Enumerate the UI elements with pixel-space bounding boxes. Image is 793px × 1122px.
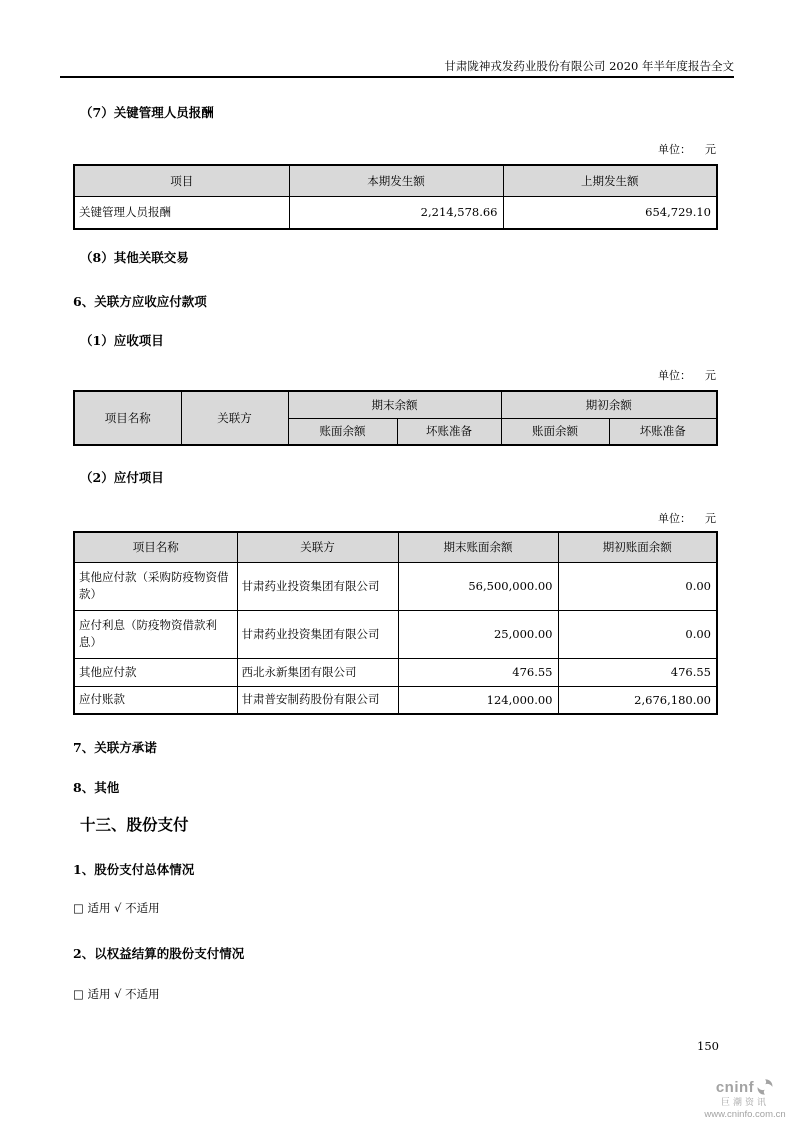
- table-row: [74, 686, 717, 714]
- heading-related-party-receivables-payables: 6、关联方应收应付款项: [73, 294, 207, 309]
- applicability-checkline-2: □ 适用 √ 不适用: [73, 987, 160, 1001]
- heading-other: 8、其他: [73, 780, 120, 795]
- column-header-bad-debt-beginning: 坏账准备: [609, 418, 717, 445]
- unit-label: 单位：: [658, 512, 691, 525]
- heading-key-management-compensation: （7）关键管理人员报酬: [80, 105, 214, 120]
- unit-currency: 元: [705, 143, 716, 156]
- unit-line-2: [73, 369, 716, 383]
- cell-related-party: 甘肃药业投资集团有限公司: [237, 562, 398, 610]
- cninfo-logo-row: [699, 1078, 791, 1096]
- unit-line-3: [73, 512, 716, 526]
- cell-beginning-balance: 0.00: [558, 610, 717, 658]
- applicability-checkline-1: □ 适用 √ 不适用: [73, 901, 160, 915]
- cell-related-party: 甘肃药业投资集团有限公司: [237, 610, 398, 658]
- compensation-table: [73, 164, 718, 230]
- cell-ending-balance: 124,000.00: [398, 686, 558, 714]
- cell-beginning-balance: 0.00: [558, 562, 717, 610]
- heading-receivable-items: （1）应收项目: [80, 333, 164, 348]
- table-header-row: [74, 165, 717, 196]
- heading-share-payment-overview: 1、股份支付总体情况: [73, 862, 195, 877]
- cninfo-swirl-icon: [756, 1078, 774, 1096]
- cell-ending-balance: 476.55: [398, 658, 558, 686]
- table-header-row-groups: [74, 391, 717, 418]
- cell-ending-balance: 25,000.00: [398, 610, 558, 658]
- column-header-current-period: 本期发生额: [289, 165, 503, 196]
- column-header-book-balance-ending: 账面余额: [288, 418, 397, 445]
- column-header-item-name: 项目名称: [74, 391, 181, 445]
- report-header-title: 甘肃陇神戎发药业股份有限公司 2020 年半年度报告全文: [444, 59, 734, 73]
- cell-beginning-balance: 476.55: [558, 658, 717, 686]
- cell-beginning-balance: 2,676,180.00: [558, 686, 717, 714]
- unit-line-1: [73, 143, 716, 157]
- cell-related-party: 甘肃普安制药股份有限公司: [237, 686, 398, 714]
- cell-item-name: 应付利息（防疫物资借款利息）: [74, 610, 237, 658]
- table-row: [74, 196, 717, 229]
- column-header-related-party: 关联方: [181, 391, 288, 445]
- column-header-item: 项目: [74, 165, 289, 196]
- cell-related-party: 西北永新集团有限公司: [237, 658, 398, 686]
- heading-related-party-commitments: 7、关联方承诺: [73, 740, 157, 755]
- receivables-table: [73, 390, 718, 446]
- cell-current-amount: 2,214,578.66: [289, 196, 503, 229]
- column-header-bad-debt-ending: 坏账准备: [397, 418, 501, 445]
- report-header: [60, 0, 734, 78]
- heading-equity-settled-share-payment: 2、以权益结算的股份支付情况: [73, 946, 245, 961]
- cell-item-name: 其他应付款: [74, 658, 237, 686]
- page-content: [73, 104, 716, 1001]
- table-header-row: [74, 532, 717, 562]
- cninfo-logo-text: cninf: [715, 1078, 755, 1096]
- heading-payable-items: （2）应付项目: [80, 470, 164, 485]
- unit-currency: 元: [705, 512, 716, 525]
- table-row: [74, 610, 717, 658]
- column-header-prior-period: 上期发生额: [503, 165, 717, 196]
- cninfo-url: www.cninfo.com.cn: [704, 1109, 786, 1120]
- payables-table: [73, 531, 718, 715]
- table-row: [74, 562, 717, 610]
- page-number: 150: [697, 1039, 719, 1053]
- column-header-item-name: 项目名称: [74, 532, 237, 562]
- column-header-related-party: 关联方: [237, 532, 398, 562]
- unit-label: 单位：: [658, 369, 691, 382]
- cninfo-watermark: [699, 1078, 791, 1120]
- column-group-ending-balance: 期末余额: [288, 391, 501, 418]
- cell-item-name: 其他应付款（采购防疫物资借款）: [74, 562, 237, 610]
- heading-share-payment-chapter: 十三、股份支付: [80, 815, 189, 834]
- cninfo-chinese-name: 巨潮资讯: [720, 1097, 769, 1107]
- unit-currency: 元: [705, 369, 716, 382]
- cell-prior-amount: 654,729.10: [503, 196, 717, 229]
- heading-other-related-transactions: （8）其他关联交易: [80, 250, 189, 265]
- table-row: [74, 658, 717, 686]
- column-group-beginning-balance: 期初余额: [501, 391, 717, 418]
- cell-item-name: 应付账款: [74, 686, 237, 714]
- column-header-ending-book-balance: 期末账面余额: [398, 532, 558, 562]
- column-header-beginning-book-balance: 期初账面余额: [558, 532, 717, 562]
- column-header-book-balance-beginning: 账面余额: [501, 418, 609, 445]
- unit-label: 单位：: [658, 143, 691, 156]
- cell-item-name: 关键管理人员报酬: [74, 196, 289, 229]
- cell-ending-balance: 56,500,000.00: [398, 562, 558, 610]
